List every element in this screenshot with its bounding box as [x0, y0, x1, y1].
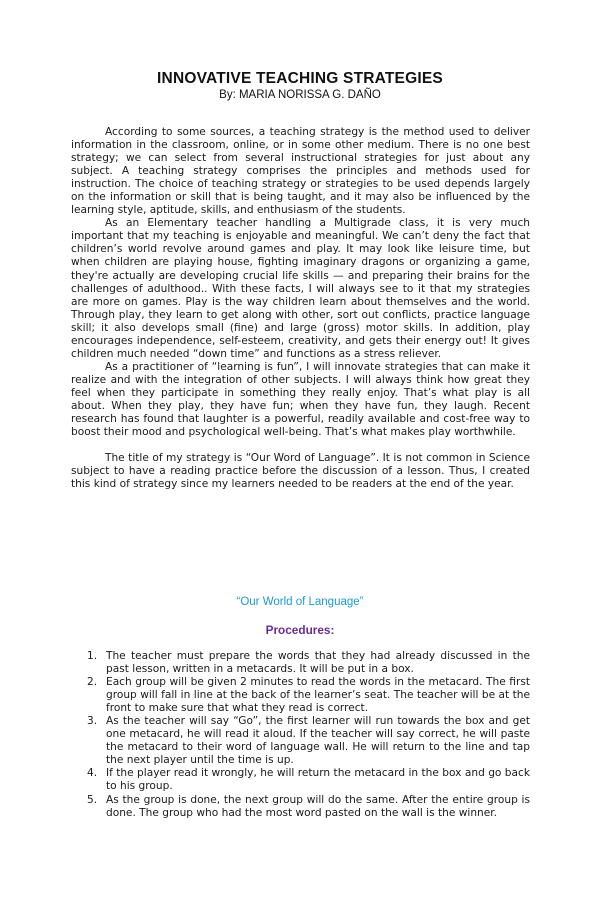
step-number: 3. [87, 715, 98, 728]
step-number: 5. [87, 793, 98, 806]
step-text: If the player read it wrongly, he will return the metacard in the box and go back to his group. [106, 767, 530, 793]
step-number: 4. [87, 767, 98, 780]
strategy-name: “Our World of Language” [236, 596, 364, 608]
step-text: As the teacher will say “Go”, the first learner will run towards the box and get one metacard, he will read it aloud. If the teacher will say correct, he will paste the metacard to their word of language wall. He will return to the line and tap the next player until the time is up. [106, 715, 530, 767]
step-text: Each group will be given 2 minutes to read the words in the metacard. The first group will fall in line at the back of the learner’s seat. The teacher will be at the front to make sure that what they read is correct. [106, 676, 530, 715]
step-text: The teacher must prepare the words that they had already discussed in the past lesson, written in a metacards. It will be put in a box. [106, 650, 530, 676]
author-byline: By: MARIA NORISSA G. DAÑO [219, 89, 381, 101]
procedure-step [87, 676, 530, 715]
paragraph: As a practitioner of “learning is fun”, I will innovate strategies that can make it realize and with the integration of other subjects. I will always think how great they feel when they participate in something they really enjoy. That’s what play is all about. When they play, they have fun; when they have fun, they laugh. Recent research has found that laughter is a powerful, readily available and cost-free way to boost their mood and psychological well-being. That’s what makes play worthwhile. [71, 360, 530, 439]
procedure-step [87, 767, 530, 793]
procedure-step [87, 650, 530, 676]
procedure-step [87, 794, 530, 820]
paragraph: The title of my strategy is “Our Word of Language”. It is not common in Science subject to have a reading practice before the discussion of a lesson. Thus, I created this kind of strategy since my learners needed to be readers at the end of the year. [71, 452, 530, 491]
document-title: INNOVATIVE TEACHING STRATEGIES [157, 70, 443, 87]
document-body [71, 126, 530, 491]
procedure-list [87, 650, 530, 820]
procedures-heading: Procedures: [265, 623, 335, 637]
paragraph: As an Elementary teacher handling a Multigrade class, it is very much important that my teaching is enjoyable and meaningful. We can’t deny the fact that children’s world revolve around games and play. It may look like leisure time, but when children are playing house, fighting imaginary dragons or organizing a game, they're actually are developing crucial life skills — and preparing their brains for the challenges of adulthood.. With these facts, I will always see to it that my strategies are more on games. Play is the way children learn about themselves and the world. Through play, they learn to get along with other, sort out conflicts, practice language skill; it also develops small (fine) and large (gross) motor skills. In addition, play encourages independence, self-esteem, creativity, and gets their energy out! It gives children much needed “down time” and functions as a stress reliever. [71, 217, 530, 360]
paragraph: According to some sources, a teaching strategy is the method used to deliver information in the classroom, online, or in some other medium. There is no one best strategy; we can select from several instructional strategies for just about any subject. A teaching strategy comprises the principles and methods used for instruction. The choice of teaching strategy or strategies to be used depends largely on the information or skill that is being taught, and it may also be influenced by the learning style, aptitude, skills, and enthusiasm of the students. [71, 126, 530, 217]
step-number: 1. [87, 650, 98, 662]
procedure-step [87, 715, 530, 767]
step-number: 2. [87, 676, 98, 689]
step-text: As the group is done, the next group will do the same. After the entire group is done. The group who had the most word pasted on the wall is the winner. [106, 793, 530, 819]
